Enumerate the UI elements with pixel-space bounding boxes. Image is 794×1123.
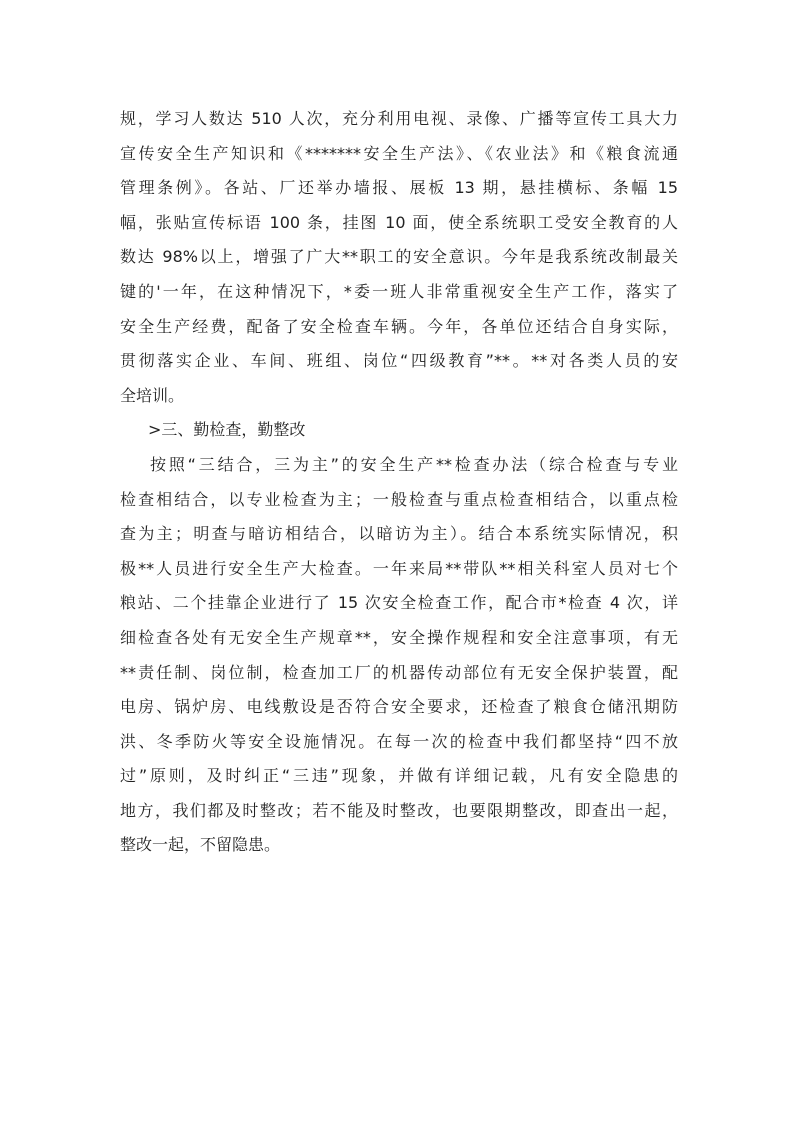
paragraph-safety-education — [120, 102, 678, 413]
text-line: 细检查各处有无安全生产规章**，安全操作规程和安全注意事项，有无 — [120, 627, 678, 647]
document-body — [120, 102, 678, 863]
text-line: 查为主；明查与暗访相结合，以暗访为主）。结合本系统实际情况，积 — [120, 524, 678, 544]
text-line: 过”原则，及时纠正“三违”现象，并做有详细记载，凡有安全隐患的 — [120, 766, 678, 786]
text-line: 洪、冬季防火等安全设施情况。在每一次的检查中我们都坚持“四不放 — [120, 731, 678, 751]
text-line: 按照“三结合，三为主”的安全生产**检查办法（综合检查与专业 — [150, 454, 678, 474]
text-line: **责任制、岗位制，检查加工厂的机器传动部位有无安全保护装置，配 — [120, 662, 678, 682]
text-line: 全培训。 — [120, 385, 185, 405]
text-line: 贯彻落实企业、车间、班组、岗位“四级教育”**。**对各类人员的安 — [120, 351, 678, 371]
text-line: 极**人员进行安全生产大检查。一年来局**带队**相关科室人员对七个 — [120, 558, 678, 578]
text-line: 检查相结合，以专业检查为主；一般检查与重点检查相结合，以重点检 — [120, 489, 678, 509]
text-line: 数达 98%以上，增强了广大**职工的安全意识。今年是我系统改制最关 — [120, 247, 678, 267]
text-line: 粮站、二个挂靠企业进行了 15 次安全检查工作，配合市*检查 4 次，详 — [120, 593, 678, 613]
text-line: 整改一起，不留隐患。 — [120, 835, 281, 855]
paragraph-inspection — [120, 448, 678, 863]
text-line: 宣传安全生产知识和《*******安全生产法》、《农业法》和《粮食流通 — [120, 143, 678, 163]
text-line: 安全生产经费，配备了安全检查车辆。今年，各单位还结合自身实际， — [120, 316, 678, 336]
text-line: 电房、锅炉房、电线敷设是否符合安全要求，还检查了粮食仓储汛期防 — [120, 697, 678, 717]
text-line: 幅，张贴宣传标语 100 条，挂图 10 面，使全系统职工受安全教育的人 — [120, 212, 678, 232]
text-line: 地方，我们都及时整改；若不能及时整改，也要限期整改，即查出一起， — [120, 800, 678, 820]
text-line: 管理条例》。各站、厂还举办墙报、展板 13 期，悬挂横标、条幅 15 — [120, 178, 678, 198]
section-heading: >三、勤检查，勤整改 — [148, 420, 306, 440]
text-line: 键的'一年，在这种情况下，*委一班人非常重视安全生产工作，落实了 — [120, 281, 678, 301]
text-line: 规，学习人数达 510 人次，充分利用电视、录像、广播等宣传工具大力 — [120, 109, 678, 128]
